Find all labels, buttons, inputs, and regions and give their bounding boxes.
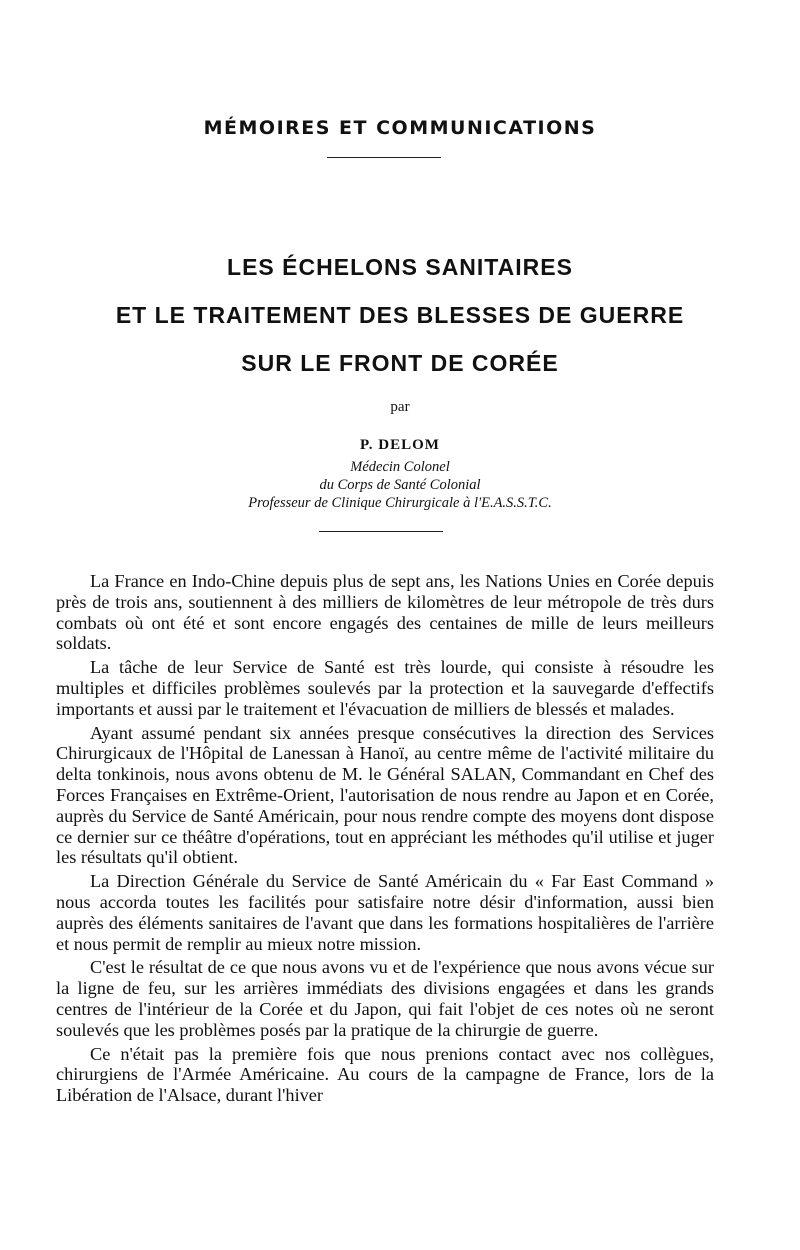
paragraph: La tâche de leur Service de Santé est très lourde, qui consiste à résoudre les multiples et difficiles problèmes soulevés par la protection et la sauvegarde d'effectifs importants et aussi par le traitement et l'évacuation de milliers de blessés et malades.	[56, 657, 714, 719]
article-body	[56, 571, 714, 1109]
paragraph: Ayant assumé pendant six années presque consécutives la direction des Services Chirurgicaux de l'Hôpital de Lanessan à Hanoï, au centre même de l'activité militaire du delta tonkinois, nous avons obtenu de M. le Général SALAN, Commandant en Chef des Forces Françaises en Extrême-Orient, l'autorisation de nous rendre au Japon et en Corée, auprès du Service de Santé Américain, pour nous rendre compte des moyens dont dispose ce dernier sur ce théâtre d'opérations, tout en appréciant les méthodes qu'il utilise et juger les résultats qu'il obtient.	[56, 722, 714, 868]
paragraph: C'est le résultat de ce que nous avons vu et de l'expérience que nous avons vécue sur la ligne de feu, sur les arrières immédiats des divisions engagées et dans les grands centres de l'intérieur de la Corée et du Japon, qui fait l'objet de ces notes où ne seront soulevés que les problèmes posés par la pratique de la chirurgie de guerre.	[56, 957, 714, 1040]
byline-par: par	[390, 399, 410, 415]
title-divider	[319, 531, 443, 532]
author-corps: du Corps de Santé Colonial	[319, 477, 481, 493]
author-name: P. DELOM	[360, 437, 440, 453]
header-divider	[327, 157, 441, 158]
title-line-1: LES ÉCHELONS SANITAIRES	[227, 254, 573, 280]
author-position: Professeur de Clinique Chirurgicale à l'E.A.S.S.T.C.	[248, 495, 552, 511]
title-line-2: ET LE TRAITEMENT DES BLESSES DE GUERRE	[115, 302, 685, 328]
paragraph: Ce n'était pas la première fois que nous prenions contact avec nos collègues, chirurgiens de l'Armée Américaine. Au cours de la campagne de France, lors de la Libération de l'Alsace, durant l'hiver	[56, 1043, 714, 1106]
paragraph: La France en Indo-Chine depuis plus de sept ans, les Nations Unies en Corée depuis près de trois ans, soutiennent à des milliers de kilomètres de leur métropole de très durs combats où ont été et sont encore engagés des centaines de mille de leurs meilleurs soldats.	[56, 571, 714, 654]
section-header: MÉMOIRES ET COMMUNICATIONS	[203, 117, 597, 139]
title-line-3: SUR LE FRONT DE CORÉE	[241, 350, 559, 376]
paragraph: La Direction Générale du Service de Santé Américain du « Far East Command » nous accorda toutes les facilités pour satisfaire notre désir d'information, aussi bien auprès des éléments sanitaires de l'avant que dans les formations hospitalières de l'arrière et nous permit de remplir au mieux notre mission.	[56, 871, 714, 954]
author-rank: Médecin Colonel	[350, 459, 450, 475]
